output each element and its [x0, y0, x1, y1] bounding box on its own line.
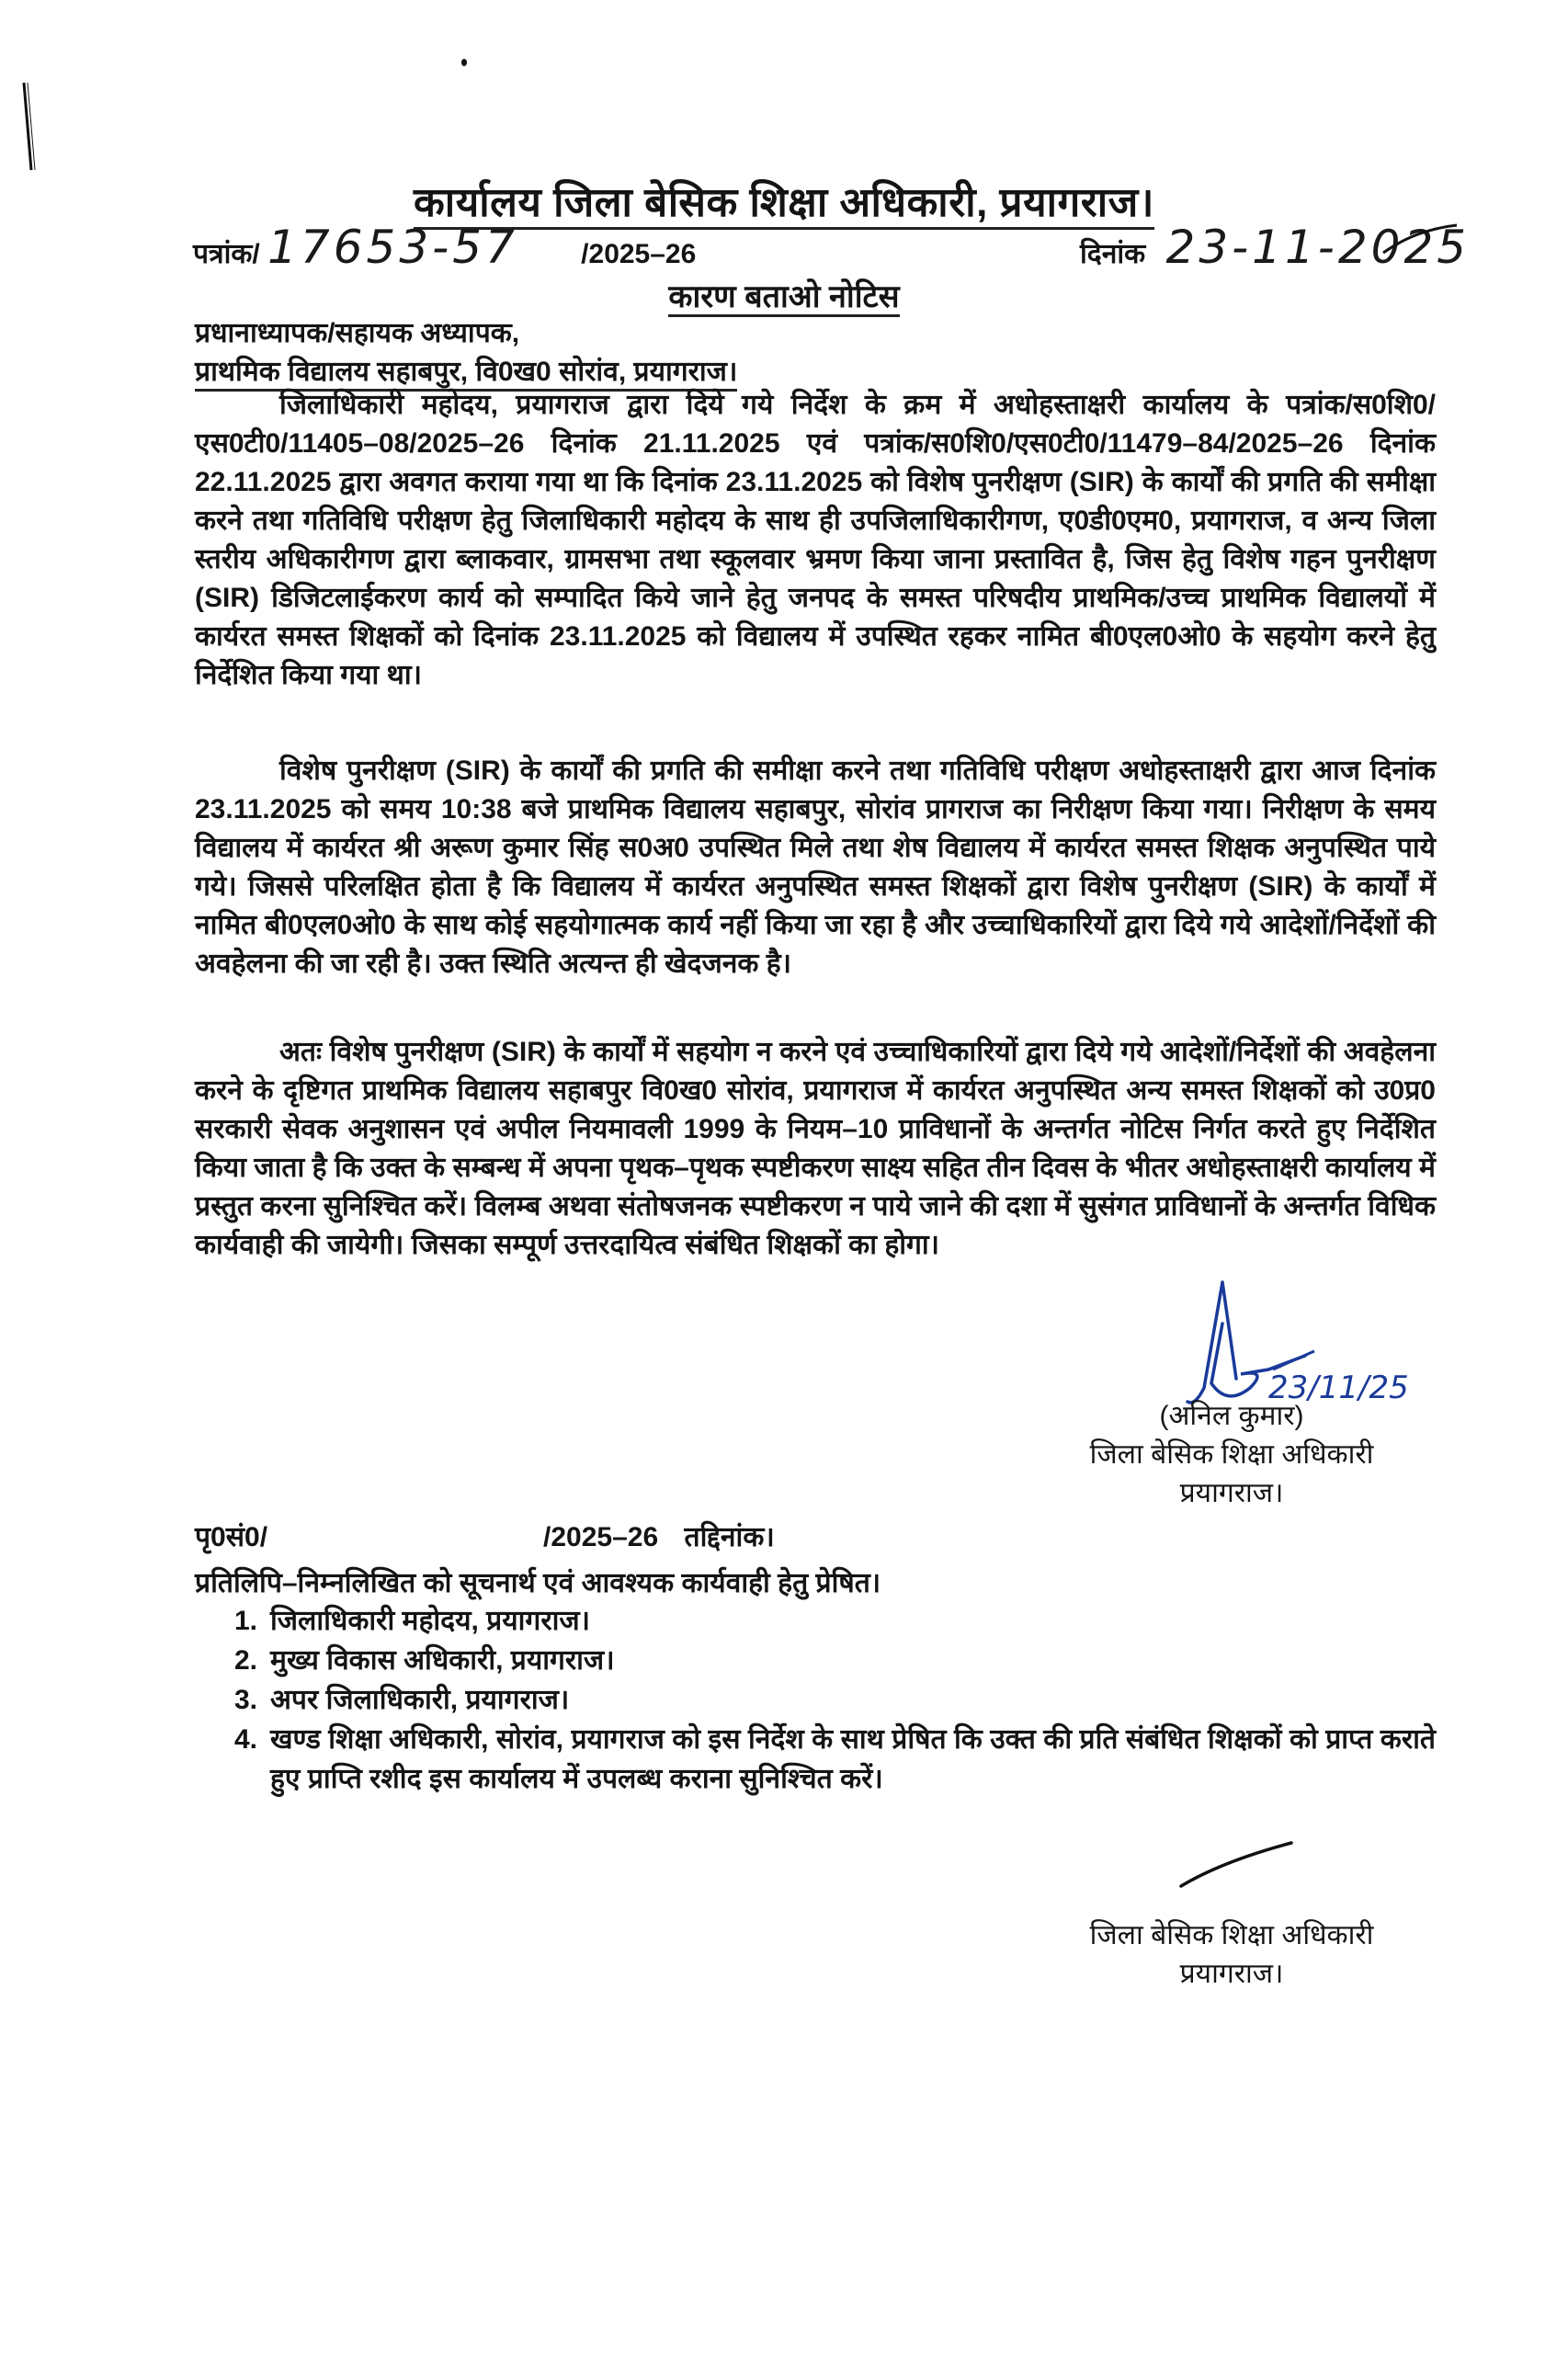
body-paragraph: जिलाधिकारी महोदय, प्रयागराज द्वारा दिये गये निर्देश के क्रम में अधोहस्ताक्षरी कार्यालय के पत्रांक/स0शि0/एस0टी0/11405–08/2025–26 दिनांक 21.11.2025 एवं पत्रांक/स0शि0/एस0टी0/11479–84/2025–26 दिनांक 22.11.2025 द्वारा अवगत कराया गया था कि दिनांक 23.11.2025 को विशेष पुनरीक्षण (SIR) के कार्यों की प्रगति की समीक्षा करने तथा गतिविधि परीक्षण हेतु जिलाधिकारी महोदय के साथ ही उपजिलाधिकारीगण, ए0डी0एम0, प्रयागराज, व अन्य जिला स्तरीय अधिकारीगण द्वारा ब्लाकवार, ग्रामसभा तथा स्कूलवार भ्रमण किया जाना प्रस्तावित है, जिस हेतु विशेष गहन पुनरीक्षण (SIR) डिजिटलाईकरण कार्य को सम्पादित किये जाने हेतु जनपद के समस्त परिषदीय प्राथमिक/उच्च प्राथमिक विद्यालयों में कार्यरत समस्त शिक्षकों को दिनांक 23.11.2025 को विद्यालय में उपस्थित रहकर नामित बी0एल0ओ0 के सहयोग करने हेतु निर्देशित किया गया था। — [195, 390, 1436, 690]
body-paragraph: अतः विशेष पुनरीक्षण (SIR) के कार्यों में सहयोग न करने एवं उच्चाधिकारियों द्वारा दिये गये आदेशों/निर्देशों की अवहेलना करने के दृष्टिगत प्राथमिक विद्यालय सहाबपुर वि0ख0 सोरांव, प्रयागराज में कार्यरत अनुपस्थित अन्य समस्त शिक्षकों को उ0प्र0 सरकारी सेवक अनुशासन एवं अपील नियमावली 1999 के नियम–10 प्राविधानों के अन्तर्गत नोटिस निर्गत करते हुए निर्देशित किया जाता है कि उक्त के सम्बन्ध में अपना पृथक–पृथक स्पष्टीकरण साक्ष्य सहित तीन दिवस के भीतर अधोहस्ताक्षरी कार्यालय में प्रस्तुत करना सुनिश्चित करें। विलम्ब अथवा संतोषजनक स्पष्टीकरण न पाये जाने की दशा में सुसंगत प्राविधानों के अन्तर्गत विधिक कार्यवाही की जायेगी। जिसका सम्पूर्ण उत्तरदायित्व संबंधित शिक्षकों का होगा। — [195, 1037, 1436, 1260]
addressee-designation: प्रधानाध्यापक/सहायक अध्यापक, — [195, 318, 520, 348]
list-item: 1. जिलाधिकारी महोदय, प्रयागराज। — [233, 1606, 590, 1636]
footer-signature-block — [1039, 1916, 1425, 1994]
date-label: दिनांक — [1080, 239, 1146, 269]
endorsement-number: पृ0सं0/ /2025–26 तद्दिनांक। — [195, 1522, 775, 1552]
date-handwritten: 23-11-2025 — [1165, 221, 1471, 274]
signatory-name: (अनिल कुमार) — [1159, 1401, 1304, 1431]
list-item: 4. खण्ड शिक्षा अधिकारी, सोरांव, प्रयागराज को इस निर्देश के साथ प्रेषित कि उक्त की प्रति संबंधित शिक्षकों को प्राप्त कराते हुए प्राप्ति रशीद इस कार्यालय में उपलब्ध कराना सुनिश्चित करें। — [233, 1724, 1436, 1794]
date-flourish — [1379, 221, 1461, 257]
footer-signature-stroke — [1176, 1838, 1296, 1893]
signatory-place: प्रयागराज। — [1179, 1478, 1284, 1508]
addressee-school: प्राथमिक विद्यालय सहाबपुर, वि0ख0 सोरांव, प्रयागराज। — [195, 351, 737, 392]
ink-dot — [460, 57, 469, 68]
office-title: कार्यालय जिला बेसिक शिक्षा अधिकारी, प्रयागराज। — [0, 173, 1568, 228]
list-item: 2. मुख्य विकास अधिकारी, प्रयागराज। — [233, 1645, 615, 1676]
letter-number-label: पत्रांक/ — [193, 239, 260, 269]
subject-heading: कारण बताओ नोटिस — [0, 274, 1568, 316]
margin-pen-mark — [17, 78, 44, 179]
signature-block — [1039, 1397, 1425, 1513]
list-item: 3. अपर जिलाधिकारी, प्रयागराज। — [233, 1685, 570, 1715]
letter-number-handwritten: 17653-57 — [267, 221, 518, 274]
letter-number-session: /2025–26 — [581, 239, 697, 269]
body-paragraph: विशेष पुनरीक्षण (SIR) के कार्यों की प्रगति की समीक्षा करने तथा गतिविधि परीक्षण अधोहस्ताक्षरी द्वारा आज दिनांक 23.11.2025 को समय 10:38 बजे प्राथमिक विद्यालय सहाबपुर, सोरांव प्रागराज का निरीक्षण किया गया। निरीक्षण के समय विद्यालय में कार्यरत श्री अरूण कुमार सिंह स0अ0 उपस्थित मिले तथा शेष विद्यालय में कार्यरत समस्त शिक्षक अनुपस्थित पाये गये। जिससे परिलक्षित होता है कि विद्यालय में कार्यरत अनुपस्थित समस्त शिक्षकों द्वारा विशेष पुनरीक्षण (SIR) के कार्यों में नामित बी0एल0ओ0 के साथ कोई सहयोगात्मक कार्य नहीं किया जा रहा है और उच्चाधिकारियों द्वारा दिये गये आदेशों/निर्देशों की अवहेलना की जा रही है। उक्त स्थिति अत्यन्त ही खेदजनक है। — [195, 756, 1436, 979]
footer-place: प्रयागराज। — [1179, 1959, 1284, 1989]
footer-designation: जिला बेसिक शिक्षा अधिकारी — [1089, 1920, 1374, 1950]
copy-to-line: प्रतिलिपि–निम्नलिखित को सूचनार्थ एवं आवश्यक कार्यवाही हेतु प्रेषित। — [195, 1568, 881, 1598]
signature-handwritten-date: 23/11/25 — [1268, 1370, 1409, 1406]
copy-recipient-list — [195, 1601, 1436, 1799]
signatory-designation: जिला बेसिक शिक्षा अधिकारी — [1089, 1439, 1374, 1470]
letter-number — [193, 221, 696, 274]
